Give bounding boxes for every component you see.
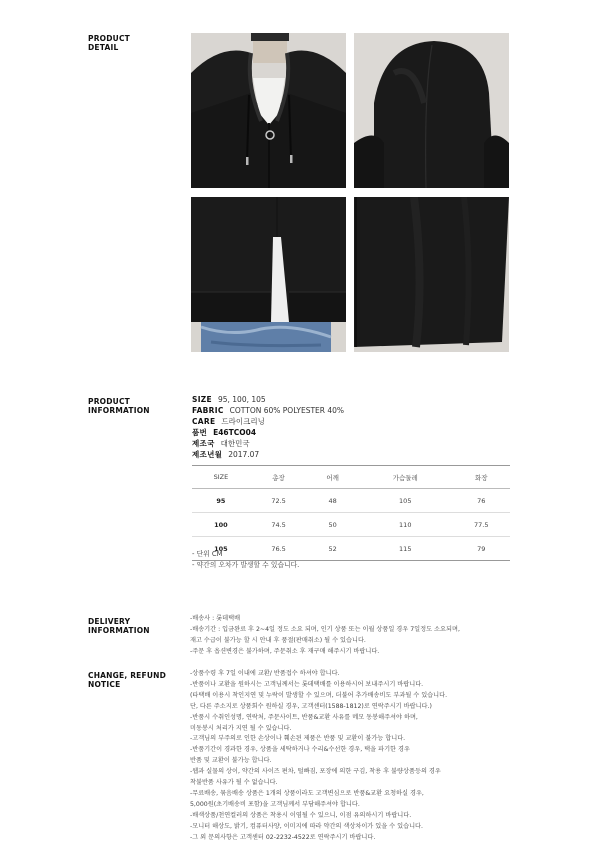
hood-back-photo [354,33,509,188]
list-item: 5,000원(초기배송비 포함)을 고객님께서 부담해주셔야 합니다. [190,800,360,808]
list-item: 단, 다른 주소지로 상품회수 원하실 경우, 고객센터(1588-1812)로 연락주시기 바랍니다.) [190,702,432,710]
delivery-information-label: DELIVERY INFORMATION [88,617,150,635]
info-row-care: CARE 드라이크리닝 [192,417,265,426]
list-item: 미동봉시 처리가 지연 될 수 있습니다. [190,724,292,732]
product-detail-label: PRODUCT DETAIL [88,34,130,52]
back-panel-photo [354,197,509,352]
list-item: 반품 및 교환이 불가능 합니다. [190,757,272,765]
table-row: 100 74.5 50 110 77.5 [192,513,510,537]
list-item: -배송사 : 롯데택배 [190,615,241,622]
header-length: 총장 [250,466,307,489]
product-information-label: PRODUCT INFORMATION [88,397,150,415]
list-item: -모니터 해상도, 밝기, 컴퓨터사양, 이미지에 따라 약간의 색상차이가 있을 수 있습니다. [190,822,423,830]
back-panel-image [354,197,509,352]
list-item: -상품수령 후 7일 이내에 교환/ 반품접수 하셔야 합니다. [190,670,340,677]
hem-slit-image [191,197,346,352]
info-row-country: 제조국 대한민국 [192,439,250,448]
info-row-manufacture-date: 제조년월 2017.07 [192,450,260,459]
list-item: -배송기간 : 입금완료 후 2~4일 정도 소요 되며, 인기 상품 또는 이월 상품일 경우 7일정도 소요되며, [190,625,460,633]
refund-notice-list [190,669,447,844]
header-shoulder: 어깨 [307,466,358,489]
list-item: -반품이나 교환을 원하시는 고객님께서는 롯데택배를 이용하시어 보내주시기 바랍니다. [190,680,424,688]
hood-back-image [354,33,509,188]
delivery-info-list [190,614,460,658]
list-item: -반품기간이 경과한 경우, 상품을 세탁하거나 수리&수선한 경우, 택을 파기한 경우 [190,746,410,754]
list-item: 재고 수급이 불가능 할 시 안내 후 품절(판매취소) 될 수 있습니다. [190,636,366,644]
list-item: -무료배송, 묶음배송 상품은 1개의 상품이라도 고객변심으로 반품&교환 요청하실 경우, [190,789,424,797]
info-row-fabric: FABRIC COTTON 60% POLYESTER 40% [192,406,345,415]
header-sleeve: 화장 [453,466,510,489]
size-table-header [192,466,510,489]
product-info-list [192,394,344,460]
list-item: 착불반품 사유가 될 수 없습니다. [190,779,278,787]
list-item: -반품시 수취인성명, 연락처, 주문사이트, 반품&교환 사유를 메모 동봉해주셔야 하며, [190,713,418,721]
table-row: 95 72.5 48 105 76 [192,489,510,513]
info-row-style-number: 품번 E46TCO04 [192,428,257,437]
header-size: SIZE [192,466,250,489]
table-row: 105 76.5 52 115 79 [192,537,510,561]
list-item: -그 외 문의사항은 고객센터 02-2232-4522로 연락주시기 바랍니다. [190,833,376,841]
hoodie-front-image [191,33,346,188]
hoodie-front-photo [191,33,346,188]
list-item: -고객님의 부주의로 인한 손상이나 훼손된 제품은 반품 및 교환이 불가능 합니다. [190,735,406,743]
info-row-size: SIZE 95, 100, 105 [192,395,266,404]
hem-slit-photo [191,197,346,352]
list-item: -주문 후 옵션변경은 불가하며, 주문취소 후 재구매 해주시기 바랍니다. [190,647,380,655]
change-refund-notice-label: CHANGE, REFUND NOTICE [88,671,167,689]
size-table [192,465,510,561]
list-item: (타택배 이용시 착인지연 및 누락이 발생할 수 있으며, 더불어 추가배송비도 부과될 수 있습니다. [190,691,448,699]
list-item: -웹과 실물의 상이, 약간의 사이즈 편차, 털빠짐, 포장에 의한 구김, 착용 후 불량상품등의 경우 [190,768,441,776]
header-chest: 가슴둘레 [358,466,453,489]
size-notes: - 단위 CM - 약간의 오차가 발생할 수 있습니다. [192,550,300,569]
list-item: -배색상품/천연컬러의 상품은 착용시 이염될 수 있으니, 이점 유의하시기 바랍니다. [190,811,412,819]
